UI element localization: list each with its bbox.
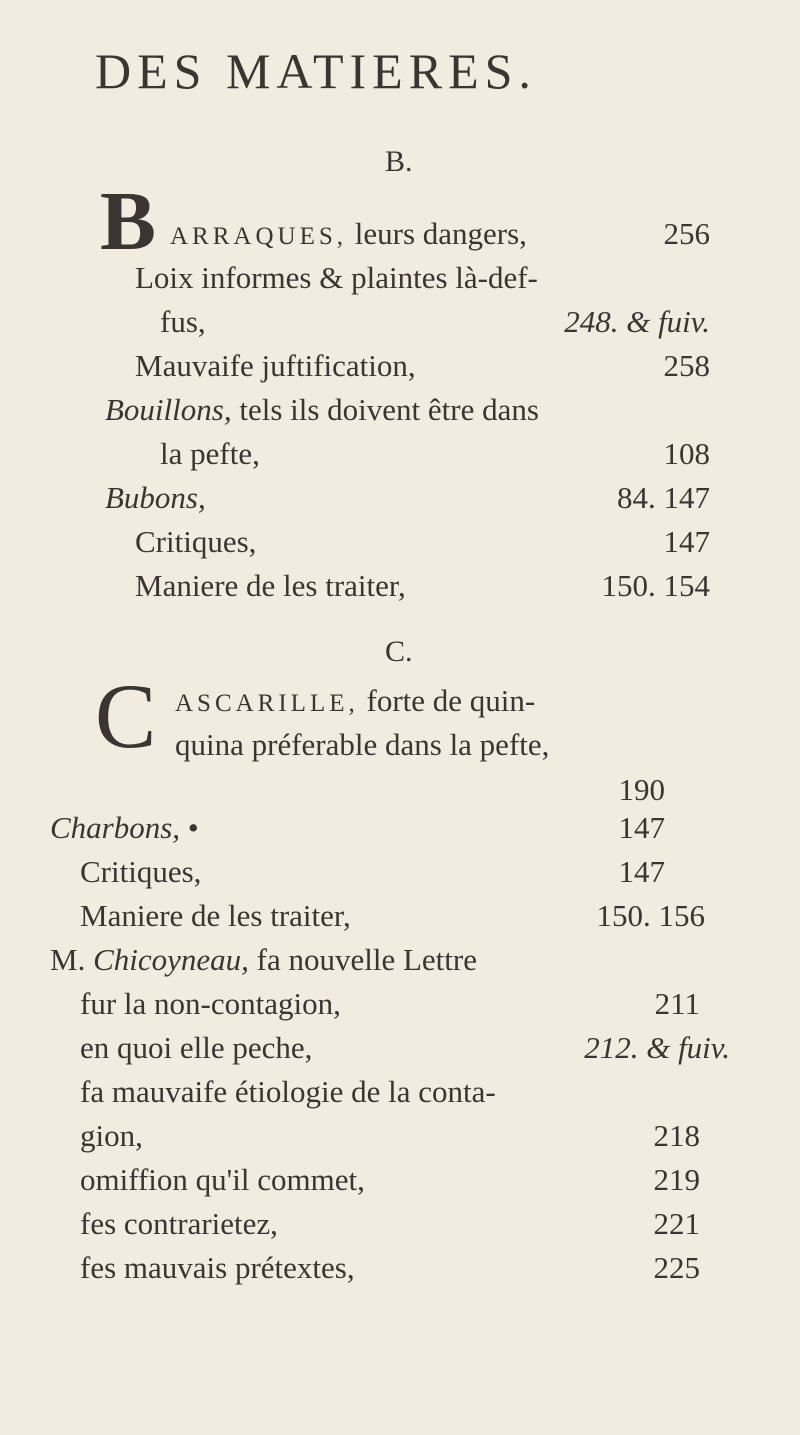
- page-ref: 221: [653, 1206, 700, 1241]
- index-entry: fus,: [160, 304, 206, 339]
- section-letter-b: B.: [385, 145, 413, 178]
- index-entry: gion,: [80, 1118, 143, 1153]
- index-entry: fa mauvaife étiologie de la conta-: [80, 1074, 496, 1109]
- index-entry: [175, 685, 535, 716]
- index-entry: [105, 394, 539, 425]
- page-ref: 150. 156: [596, 898, 705, 933]
- page-ref: 84. 147: [617, 480, 710, 515]
- index-entry: Mauvaife juftification,: [135, 348, 416, 383]
- entry-head: ARRAQUES,: [170, 223, 347, 250]
- index-entry: [105, 482, 206, 513]
- page-ref: 150. 154: [601, 568, 710, 603]
- index-entry: omiffion qu'il commet,: [80, 1162, 365, 1197]
- entry-head: Bouillons,: [105, 392, 232, 427]
- index-entry: la pefte,: [160, 436, 260, 471]
- entry-text: tels ils doivent être dans: [231, 392, 539, 427]
- index-entry: Loix informes & plaintes là-def-: [135, 260, 538, 295]
- page-ref: 256: [663, 216, 710, 251]
- index-entry: quina préferable dans la pefte,: [175, 727, 550, 762]
- section-letter-c: C.: [385, 635, 413, 668]
- entry-head: Chicoyneau,: [93, 942, 249, 977]
- index-entry: [170, 218, 527, 249]
- index-entry: fur la non-contagion,: [80, 986, 341, 1021]
- page-ref: 108: [663, 436, 710, 471]
- index-entry: Maniere de les traiter,: [80, 898, 351, 933]
- page-ref: 147: [663, 524, 710, 559]
- index-entry: en quoi elle peche,: [80, 1030, 313, 1065]
- page-ref: 190: [618, 772, 665, 807]
- index-entry: Maniere de les traiter,: [135, 568, 406, 603]
- page-ref: 248. & fuiv.: [564, 304, 710, 339]
- page-ref: 225: [653, 1250, 700, 1285]
- page-ref: 258: [663, 348, 710, 383]
- running-head: DES MATIERES.: [95, 43, 537, 99]
- page-ref: 211: [654, 986, 700, 1021]
- entry-text: forte de quin-: [358, 683, 536, 718]
- index-entry: fes mauvais prétextes,: [80, 1250, 355, 1285]
- page-ref: 147: [618, 810, 665, 845]
- page-ref: 219: [653, 1162, 700, 1197]
- index-entry: [50, 812, 199, 843]
- entry-head: ASCARILLE,: [175, 690, 359, 717]
- index-entry: Critiques,: [80, 854, 202, 889]
- page-ref: 147: [618, 854, 665, 889]
- index-entry: fes contrarietez,: [80, 1206, 278, 1241]
- entry-text: leurs dangers,: [347, 216, 527, 251]
- entry-head: Bubons,: [105, 480, 206, 515]
- index-entry: Critiques,: [135, 524, 257, 559]
- entry-text: fa nouvelle Lettre: [248, 942, 477, 977]
- drop-cap-b: B: [100, 175, 157, 268]
- entry-text: •: [180, 810, 199, 845]
- page-ref: 218: [653, 1118, 700, 1153]
- index-entry: [50, 944, 477, 975]
- page-ref: 212. & fuiv.: [584, 1030, 730, 1065]
- entry-head: Charbons,: [50, 810, 181, 845]
- entry-prefix: M.: [50, 942, 94, 977]
- drop-cap-c: C: [95, 665, 157, 767]
